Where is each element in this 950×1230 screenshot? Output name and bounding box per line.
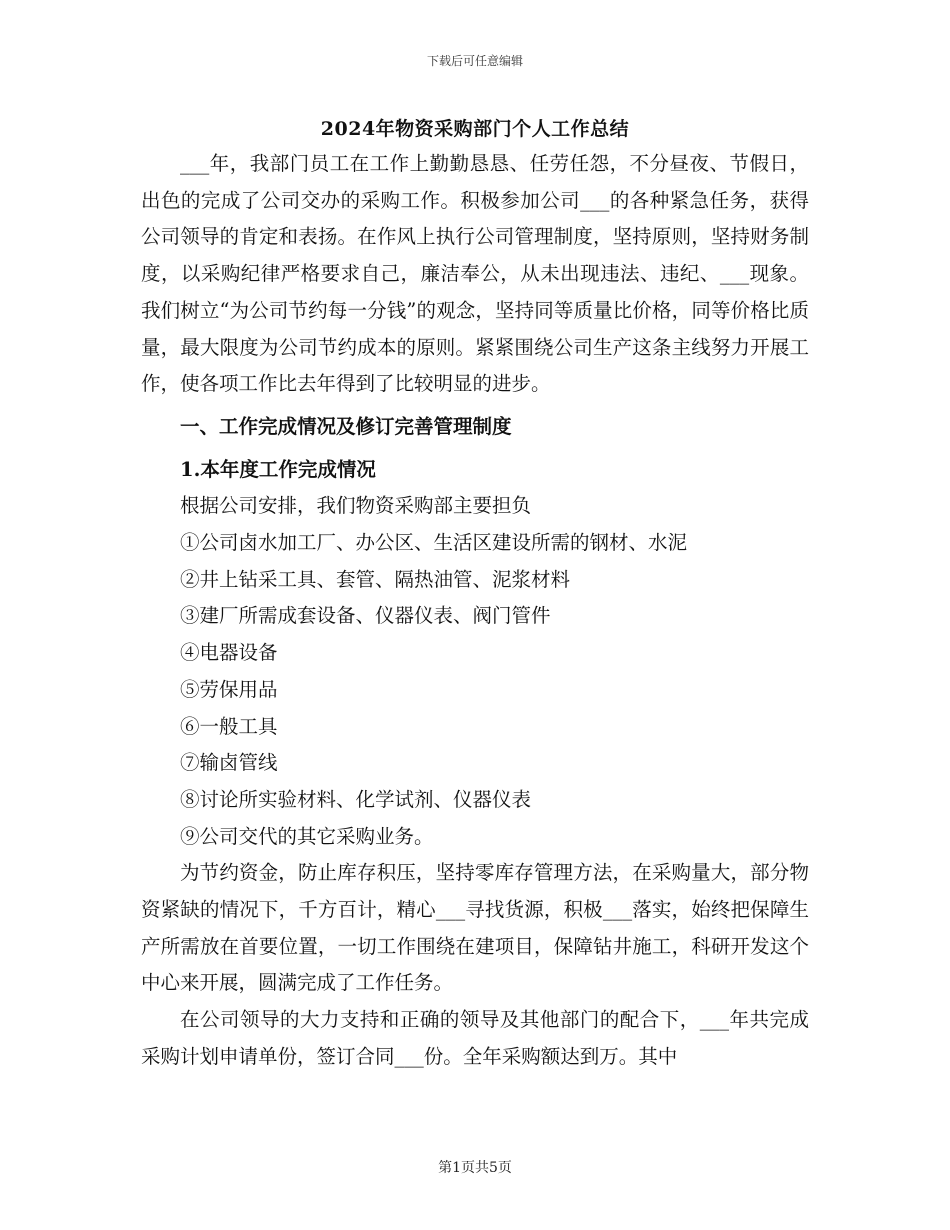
list-item: ⑧讨论所实验材料、化学试剂、仪器仪表 bbox=[180, 787, 532, 811]
section-heading: 一、工作完成情况及修订完善管理制度 bbox=[180, 414, 512, 438]
list-intro: 根据公司安排，我们物资采购部主要担负 bbox=[180, 494, 532, 518]
document-body bbox=[141, 146, 809, 1076]
body-paragraph: 在公司领导的大力支持和正确的领导及其他部门的配合下，___年共完成采购计划申请单份，签订合同___份。全年采购额达到万。其中 bbox=[141, 1008, 809, 1068]
intro-paragraph: ___年，我部门员工在工作上勤勤恳恳、任劳任怨，不分昼夜、节假日，出色的完成了公司交办的采购工作。积极参加公司___的各种紧急任务，获得公司领导的肯定和表扬。在作风上执行公司管理制度，坚持原则，坚持财务制度，以采购纪律严格要求自己，廉洁奉公，从未出现违法、违纪、___现象。我们树立“为公司节约每一分钱”的观念，坚持同等质量比价格，同等价格比质量，最大限度为公司节约成本的原则。紧紧围绕公司生产这条主线努力开展工作，使各项工作比去年得到了比较明显的进步。 bbox=[141, 152, 809, 396]
list-item: ⑤劳保用品 bbox=[180, 677, 278, 701]
page-number: 第1页共5页 bbox=[438, 1160, 512, 1176]
list-item: ③建厂所需成套设备、仪器仪表、阀门管件 bbox=[180, 604, 551, 628]
header-note: 下载后可任意编辑 bbox=[426, 54, 523, 68]
list-item: ①公司卤水加工厂、办公区、生活区建设所需的钢材、水泥 bbox=[180, 531, 688, 555]
body-paragraph: 为节约资金，防止库存积压，坚持零库存管理方法，在采购量大，部分物资紧缺的情况下，千方百计，精心___寻找货源，积极___落实，始终把保障生产所需放在首要位置，一切工作围绕在建项目，保障钻井施工，科研开发这个中心来开展，圆满完成了工作任务。 bbox=[141, 861, 809, 995]
subsection-heading: 1.本年度工作完成情况 bbox=[180, 457, 376, 481]
list-item: ④电器设备 bbox=[180, 641, 278, 665]
list-item: ⑥一般工具 bbox=[180, 714, 278, 738]
list-item: ⑨公司交代的其它采购业务。 bbox=[180, 824, 434, 848]
list-item: ②井上钻采工具、套管、隔热油管、泥浆材料 bbox=[180, 567, 571, 591]
list-item: ⑦输卤管线 bbox=[180, 751, 278, 775]
document-title: 2024年物资采购部门个人工作总结 bbox=[320, 118, 630, 140]
